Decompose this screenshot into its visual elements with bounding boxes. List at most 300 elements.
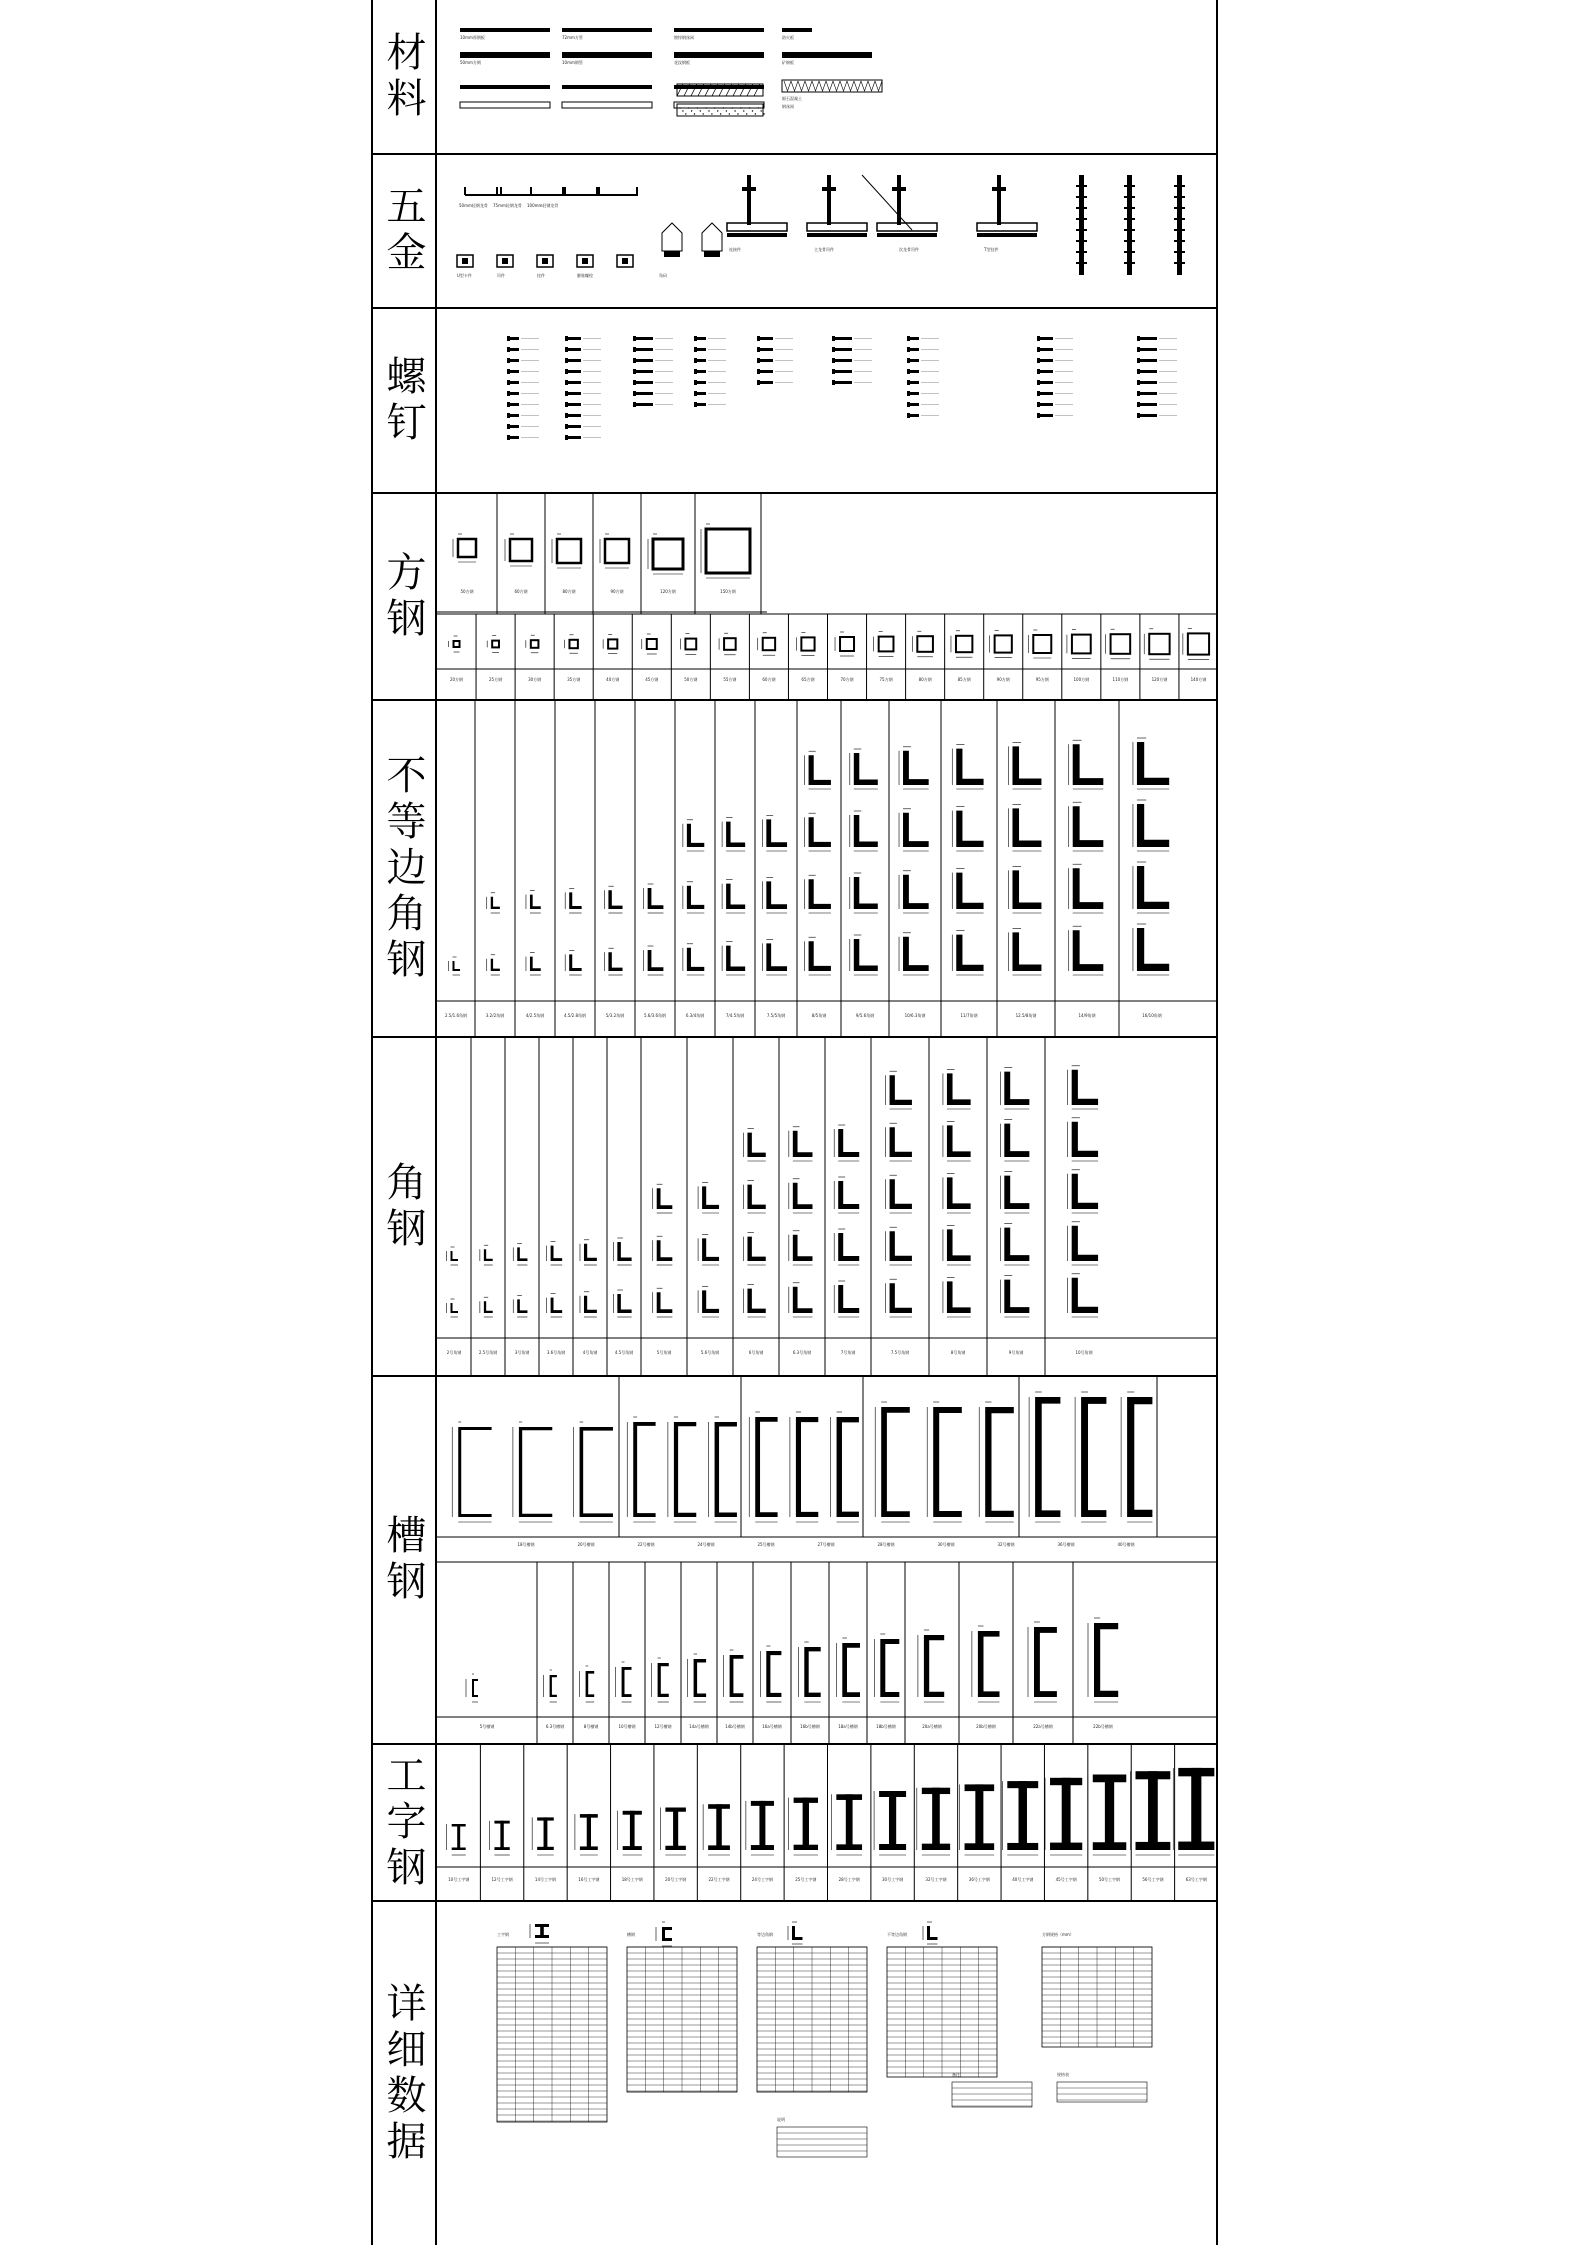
channel-profile [668, 1417, 696, 1522]
details-content [437, 1902, 1218, 2245]
angle-profile [886, 1175, 912, 1213]
channel-profile [1121, 1392, 1152, 1522]
angle-profile [789, 1231, 813, 1265]
square-tube-profile [990, 630, 1012, 657]
material-caption: 72mm方管 [562, 35, 583, 40]
hardware-caption: 75mm轻钢龙骨 [493, 203, 522, 208]
square-caption: 55方钢 [723, 677, 737, 682]
channel-profile [616, 1662, 632, 1702]
angle-profile [547, 1242, 563, 1265]
channel-profile [656, 1922, 672, 1946]
angle-profile [834, 1125, 859, 1161]
angle-caption: 8号角钢 [950, 1350, 966, 1355]
square-tube-profile [449, 636, 460, 652]
channel-steel-content [437, 1377, 1218, 1743]
material-bar [782, 28, 812, 32]
square-caption: 80方钢 [562, 589, 576, 594]
angle-caption: 10号角钢 [1075, 1350, 1093, 1355]
angle-profile [487, 955, 500, 975]
angle-profile [886, 1227, 912, 1265]
section-square-steel [371, 494, 1218, 701]
angle-profile [899, 809, 929, 851]
section-title: 槽钢 [380, 1514, 426, 1606]
angle-profile [789, 1179, 813, 1213]
angle-profile [743, 1233, 765, 1265]
material-caption: 矿棉板 [782, 60, 794, 65]
channel-caption: 12号槽钢 [654, 1724, 672, 1729]
square-caption: 45方钢 [645, 677, 659, 682]
i-beam-caption: 28号工字钢 [838, 1877, 860, 1882]
channel-profile [1029, 1392, 1060, 1522]
hanger-bracket [662, 223, 682, 251]
material-bar [562, 52, 652, 58]
square-tube-profile [1183, 628, 1209, 659]
hardware-caption: T型挂件 [984, 247, 999, 252]
angle-profile [1133, 800, 1169, 851]
unequal-angle-caption: 3.2/2角钢 [485, 1013, 505, 1018]
channel-profile [1088, 1618, 1118, 1702]
unequal-angle-caption: 16/10角钢 [1142, 1013, 1162, 1018]
channel-caption: 18a号槽钢 [838, 1724, 858, 1729]
channel-caption: 10号槽钢 [618, 1724, 636, 1729]
channel-caption: 18号槽钢 [517, 1542, 535, 1547]
angle-caption: 4.5号角钢 [614, 1350, 634, 1355]
channel-caption: 20号槽钢 [577, 1542, 595, 1547]
angle-profile [952, 745, 983, 789]
table-title: 不等边角钢 [887, 1932, 907, 1937]
angle-caption: 2号角钢 [446, 1350, 462, 1355]
section-screws [371, 309, 1218, 494]
unequal-angle-caption: 5.6/3.6角钢 [643, 1013, 667, 1018]
channel-caption: 36号槽钢 [1057, 1542, 1075, 1547]
square-caption: 80方钢 [918, 677, 932, 682]
channel-profile [452, 1422, 491, 1522]
hardware-caption: 角码 [659, 273, 667, 278]
section-hardware [371, 155, 1218, 309]
square-tube-profile [1067, 630, 1091, 659]
i-beam-profile [1088, 1775, 1127, 1856]
unequal-angle-caption: 11/7角钢 [960, 1013, 978, 1018]
angle-profile [1133, 738, 1169, 789]
angle-profile [1069, 864, 1104, 913]
angle-profile [834, 1229, 859, 1265]
angle-caption: 5号角钢 [656, 1350, 672, 1355]
details-drawing [437, 1902, 1218, 2245]
sub-table [777, 2127, 867, 2157]
sub-table-title: 说明 [777, 2117, 785, 2122]
i-beam-caption: 63号工字钢 [1185, 1877, 1207, 1882]
section-title: 不等边角钢 [380, 753, 426, 984]
channel-caption: 22b号槽钢 [1093, 1724, 1113, 1729]
angle-profile [526, 891, 541, 913]
square-caption: 25方钢 [489, 677, 503, 682]
channel-profile [724, 1650, 744, 1702]
unequal-angle-drawing [437, 701, 1218, 1036]
material-hatch [674, 102, 764, 108]
hardware-caption: 吊件 [497, 273, 505, 278]
unequal-angle-caption: 4.5/2.8角钢 [563, 1013, 587, 1018]
angle-caption: 3.6号角钢 [546, 1350, 566, 1355]
angle-profile [644, 946, 664, 975]
angle-profile [943, 1225, 971, 1265]
angle-profile [850, 873, 878, 913]
hardware-caption: 50mm轻钢龙骨 [459, 203, 488, 208]
angle-profile [899, 747, 929, 789]
channel-profile [580, 1666, 595, 1702]
angle-profile [899, 933, 929, 975]
material-bar [460, 52, 550, 58]
channel-profile [831, 1412, 859, 1522]
i-beam-profile [1173, 1768, 1214, 1855]
sub-table-title: 规格表 [1057, 2072, 1069, 2077]
angle-profile [805, 937, 831, 975]
square-tube-profile [796, 632, 814, 655]
angle-profile [850, 749, 878, 789]
angle-profile [789, 1283, 813, 1317]
i-beam-profile [917, 1788, 950, 1855]
angle-profile [834, 1177, 859, 1213]
table-title: 工字钢 [497, 1932, 509, 1937]
channel-profile [749, 1412, 777, 1522]
square-tube-profile [526, 635, 539, 653]
threaded-rod [1079, 175, 1084, 275]
channel-profile [1028, 1622, 1057, 1702]
channel-profile [688, 1654, 707, 1702]
angle-profile [850, 935, 878, 975]
angle-profile [480, 1297, 493, 1317]
channel-profile [979, 1402, 1014, 1522]
material-bar [674, 52, 764, 58]
angle-profile [1068, 1066, 1098, 1109]
square-steel-drawing [437, 494, 1218, 699]
unequal-angle-caption: 2.5/1.6角钢 [444, 1013, 468, 1018]
unequal-angle-caption: 7/4.5角钢 [725, 1013, 745, 1018]
section-title: 工字钢 [380, 1753, 426, 1892]
section-label-i-beam [371, 1745, 437, 1900]
light-keel-profile [497, 187, 531, 195]
hardware-caption: 膨胀螺栓 [577, 273, 593, 278]
section-label-details [371, 1902, 437, 2245]
material-bar [562, 28, 652, 32]
i-beam-caption: 40号工字钢 [1012, 1877, 1034, 1882]
unequal-angle-caption: 14/9角钢 [1078, 1013, 1096, 1018]
i-beam-profile [1045, 1778, 1082, 1855]
angle-profile [1008, 866, 1041, 913]
angle-profile [722, 942, 745, 975]
section-title: 方钢 [380, 550, 426, 643]
angle-profile [850, 811, 878, 851]
diagonal-line [862, 175, 912, 230]
main-keel [977, 223, 1037, 231]
section-unequal-angle [371, 701, 1218, 1038]
angle-profile [722, 880, 745, 913]
angle-profile [1068, 1118, 1098, 1161]
channel-caption: 32号槽钢 [997, 1542, 1015, 1547]
i-beam-profile [447, 1824, 466, 1855]
channel-profile [760, 1646, 781, 1702]
channel-profile [652, 1658, 669, 1702]
i-beam-caption: 36号工字钢 [968, 1877, 990, 1882]
angle-caption: 9号角钢 [1008, 1350, 1024, 1355]
i-beam-caption: 30号工字钢 [882, 1877, 904, 1882]
angle-profile [952, 869, 983, 913]
hardware-caption: 连接件 [729, 247, 741, 252]
angle-profile [644, 884, 664, 913]
square-tube-profile [1144, 629, 1169, 659]
section-label-channel-steel [371, 1377, 437, 1743]
square-caption: 30方钢 [528, 677, 542, 682]
angle-profile [1008, 742, 1041, 789]
channel-caption: 30号槽钢 [937, 1542, 955, 1547]
angle-caption: 7号角钢 [840, 1350, 856, 1355]
channel-caption: 16b号槽钢 [800, 1724, 820, 1729]
angle-profile [447, 1247, 459, 1265]
section-label-square-steel [371, 494, 437, 699]
hardware-caption: 次龙骨吊件 [899, 247, 919, 252]
angle-profile [487, 893, 500, 913]
angle-profile [698, 1234, 719, 1265]
hardware-content [437, 155, 1218, 307]
square-caption: 90方钢 [996, 677, 1010, 682]
i-beam-caption: 25号工字钢 [795, 1877, 817, 1882]
i-beam-caption: 22号工字钢 [708, 1877, 730, 1882]
angle-profile [834, 1281, 859, 1317]
section-title: 角钢 [380, 1160, 426, 1253]
angle-profile [1000, 1224, 1029, 1265]
angle-profile [943, 1277, 971, 1317]
table-title: 等边角钢 [757, 1932, 773, 1937]
angle-profile [762, 815, 787, 851]
hardware-caption: 100mm轻钢龙骨 [527, 203, 559, 208]
angle-profile [1000, 1172, 1029, 1213]
square-steel-content [437, 494, 1218, 699]
i-beam-caption: 14号工字钢 [534, 1877, 556, 1882]
unequal-angle-caption: 4/2.5角钢 [525, 1013, 545, 1018]
angle-profile [789, 1127, 813, 1161]
section-title: 螺钉 [380, 354, 426, 447]
section-label-materials [371, 0, 437, 153]
square-caption: 75方钢 [879, 677, 893, 682]
material-bar [782, 52, 872, 58]
square-caption: 65方钢 [801, 677, 815, 682]
i-beam-profile [618, 1811, 642, 1855]
angle-profile [952, 807, 983, 851]
square-tube-profile [642, 634, 657, 654]
light-keel-profile [465, 187, 501, 195]
channel-profile [798, 1642, 820, 1702]
section-angle-steel [371, 1038, 1218, 1377]
main-keel [807, 223, 867, 231]
angle-steel-content [437, 1038, 1218, 1375]
angle-profile [447, 1299, 459, 1317]
mesh-box [782, 80, 882, 92]
hanger-rod [997, 175, 1001, 225]
angle-profile [805, 875, 831, 913]
i-beam-profile [532, 1817, 554, 1855]
channel-caption: 14a号槽钢 [689, 1724, 709, 1729]
i-beam-caption: 20号工字钢 [665, 1877, 687, 1882]
material-caption: 防火板 [782, 35, 794, 40]
material-caption: 镀锌钢丝网 [674, 35, 694, 40]
square-tube-profile [564, 635, 577, 653]
unequal-angle-content [437, 701, 1218, 1036]
i-beam-profile [530, 1924, 549, 1943]
square-tube-profile [680, 634, 696, 655]
square-tube-profile [1106, 629, 1131, 659]
angle-caption: 2.5号角钢 [478, 1350, 498, 1355]
i-beam-caption: 16号工字钢 [578, 1877, 600, 1882]
i-beam-caption: 24号工字钢 [751, 1877, 773, 1882]
angle-profile [762, 877, 787, 913]
square-tube-profile [487, 636, 499, 653]
hardware-caption: 主龙骨吊件 [814, 247, 834, 252]
angle-profile [613, 1290, 631, 1317]
angle-profile [805, 751, 831, 789]
angle-caption: 6.3号角钢 [792, 1350, 812, 1355]
i-beam-profile [703, 1804, 730, 1855]
square-tube-profile [453, 534, 476, 562]
channel-profile [513, 1422, 552, 1522]
channel-caption: 8号槽钢 [583, 1724, 599, 1729]
square-tube-profile [701, 524, 750, 578]
channel-profile [927, 1402, 962, 1522]
angle-profile [886, 1279, 912, 1317]
material-caption: 10mm厚钢板 [460, 35, 485, 40]
angle-profile [1000, 1120, 1029, 1161]
i-beam-profile [789, 1798, 818, 1855]
section-title: 五金 [380, 185, 426, 277]
angle-steel-drawing [437, 1038, 1218, 1375]
i-beam-profile [1131, 1771, 1171, 1855]
channel-caption: 6.3号槽钢 [545, 1724, 565, 1729]
channel-caption: 20b号槽钢 [976, 1724, 996, 1729]
angle-profile [886, 1071, 912, 1109]
angle-profile [743, 1181, 765, 1213]
square-caption: 60方钢 [762, 677, 776, 682]
material-bar [674, 28, 764, 32]
channel-profile [466, 1674, 478, 1702]
light-keel-profile [597, 187, 637, 195]
section-channel-steel [371, 1377, 1218, 1745]
i-beam-caption: 56号工字钢 [1142, 1877, 1164, 1882]
i-beam-caption: 12号工字钢 [491, 1877, 513, 1882]
angle-profile [653, 1184, 673, 1213]
material-caption: 10mm钢管 [562, 60, 583, 65]
unequal-angle-caption: 8/5角钢 [811, 1013, 827, 1018]
angle-profile [943, 1173, 971, 1213]
angle-caption: 3号角钢 [514, 1350, 530, 1355]
channel-profile [874, 1634, 899, 1702]
i-beam-profile [1002, 1781, 1038, 1855]
i-beam-profile [874, 1791, 906, 1855]
i-beam-profile [746, 1801, 774, 1855]
angle-caption: 7.5号角钢 [890, 1350, 910, 1355]
square-caption: 140方钢 [1190, 677, 1207, 682]
material-bar [562, 85, 652, 89]
angle-profile [743, 1129, 765, 1161]
angle-profile [449, 957, 461, 975]
square-tube-profile [603, 634, 617, 653]
hanger-rod [827, 175, 831, 225]
angle-caption: 4号角钢 [582, 1350, 598, 1355]
screws-content [437, 309, 1218, 492]
channel-profile [836, 1638, 860, 1702]
sub-table [1057, 2082, 1147, 2102]
material-bar [460, 28, 550, 32]
screws-drawing [437, 309, 1218, 492]
square-caption: 35方钢 [567, 677, 581, 682]
sub-table-title: 备注 [952, 2072, 960, 2077]
channel-caption: 24号槽钢 [697, 1542, 715, 1547]
angle-profile [762, 939, 787, 975]
angle-profile [565, 950, 581, 975]
square-tube-profile [552, 534, 581, 568]
angle-caption: 6号角钢 [748, 1350, 764, 1355]
angle-profile [604, 948, 622, 975]
threaded-rod [1127, 175, 1132, 275]
angle-profile [580, 1240, 597, 1265]
section-label-hardware [371, 155, 437, 307]
channel-profile [544, 1670, 557, 1702]
angle-profile [943, 1069, 971, 1109]
angle-profile [1000, 1276, 1029, 1317]
channel-caption: 22a号槽钢 [1033, 1724, 1053, 1729]
i-beam-profile [960, 1784, 995, 1855]
angle-profile [683, 882, 704, 913]
i-beam-caption: 10号工字钢 [448, 1877, 470, 1882]
i-beam-caption: 50号工字钢 [1098, 1877, 1121, 1882]
angle-profile [886, 1123, 912, 1161]
angle-profile [1068, 1222, 1098, 1265]
channel-profile [790, 1412, 818, 1522]
angle-profile [526, 953, 541, 975]
material-bar [460, 85, 550, 89]
square-tube-profile [505, 534, 532, 566]
i-beam-content [437, 1745, 1218, 1900]
channel-caption: 40号槽钢 [1117, 1542, 1135, 1547]
hardware-caption: 挂件 [537, 273, 545, 278]
angle-profile [1133, 862, 1169, 913]
angle-profile [923, 1922, 938, 1944]
materials-drawing [437, 0, 1218, 153]
hanger-rod [747, 175, 751, 225]
channel-caption: 14b号槽钢 [725, 1724, 745, 1729]
channel-profile [627, 1417, 655, 1522]
angle-profile [580, 1292, 597, 1317]
square-caption: 50方钢 [460, 589, 474, 594]
i-beam-profile [831, 1794, 862, 1855]
section-label-angle-steel [371, 1038, 437, 1375]
unequal-angle-caption: 7.5/5角钢 [766, 1013, 786, 1018]
materials-content [437, 0, 1218, 153]
angle-profile [653, 1236, 673, 1265]
i-beam-caption: 45号工字钢 [1055, 1877, 1077, 1882]
angle-profile [513, 1243, 527, 1265]
square-tube-profile [912, 631, 933, 657]
channel-caption: 27号槽钢 [817, 1542, 835, 1547]
material-caption: 钢丝网 [782, 104, 794, 109]
hardware-caption: U型卡件 [457, 273, 472, 278]
channel-profile [918, 1630, 944, 1702]
material-caption: 花纹钢板 [674, 60, 690, 65]
angle-profile [480, 1245, 493, 1265]
material-caption: 50mm方钢 [460, 60, 481, 65]
angle-profile [683, 944, 704, 975]
square-caption: 85方钢 [957, 677, 971, 682]
section-title: 详细数据 [380, 1981, 426, 2166]
channel-steel-drawing [437, 1377, 1218, 1743]
angle-profile [943, 1121, 971, 1161]
